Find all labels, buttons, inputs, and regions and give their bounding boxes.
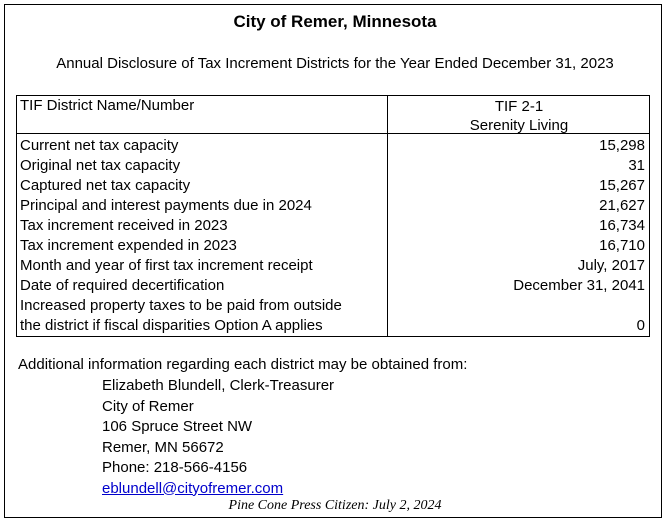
row-value: July, 2017 [577,257,645,274]
district-name: Serenity Living [469,117,569,134]
contact-street: 106 Spruce Street NW [102,418,253,435]
row-label: Captured net tax capacity [20,177,191,194]
publication-credit: Pine Cone Press Citizen: July 2, 2024 [228,498,442,513]
contact-block [102,376,334,499]
contact-phone: Phone: 218-566-4156 [102,459,248,476]
page-title: City of Remer, Minnesota [233,12,437,31]
row-value: 31 [628,157,645,174]
table-header [17,96,649,134]
table-row [17,216,649,236]
row-value: 21,627 [599,197,645,214]
row-label: Original net tax capacity [20,157,181,174]
row-value: December 31, 2041 [513,277,645,294]
header-district-label: TIF District Name/Number [20,97,195,114]
contact-email-link[interactable]: eblundell@cityofremer.com [102,479,284,497]
table-row [17,256,649,276]
row-value: 16,734 [599,217,645,234]
row-label-line: the district if fiscal disparities Option A applies [20,317,323,334]
row-label [20,296,342,336]
row-value: 15,267 [599,177,645,194]
row-label: Month and year of first tax increment receipt [20,257,313,274]
row-value: 16,710 [599,237,645,254]
table-body [17,136,649,336]
contact-org: City of Remer [102,397,194,415]
district-number: TIF 2-1 [494,98,544,115]
row-value: 15,298 [599,137,645,154]
table-row [17,296,649,336]
row-label: Principal and interest payments due in 2024 [20,197,312,214]
table-row [17,276,649,296]
row-value: 0 [636,317,645,334]
table-row [17,156,649,176]
contact-city: Remer, MN 56672 [102,438,224,456]
header-district-id [388,97,650,135]
row-label: Current net tax capacity [20,137,179,154]
table-row [17,136,649,156]
contact-name: Elizabeth Blundell, Clerk-Treasurer [102,377,335,394]
table-row [17,236,649,256]
info-intro: Additional information regarding each district may be obtained from: [18,356,468,373]
row-label: Tax increment received in 2023 [20,217,228,234]
row-label: Tax increment expended in 2023 [20,237,237,254]
page-subtitle: Annual Disclosure of Tax Increment Districts for the Year Ended December 31, 2023 [56,55,614,72]
table-row [17,196,649,216]
row-label-line: Increased property taxes to be paid from outside [20,297,342,314]
tif-table [16,95,650,337]
table-row [17,176,649,196]
row-label: Date of required decertification [20,277,225,294]
